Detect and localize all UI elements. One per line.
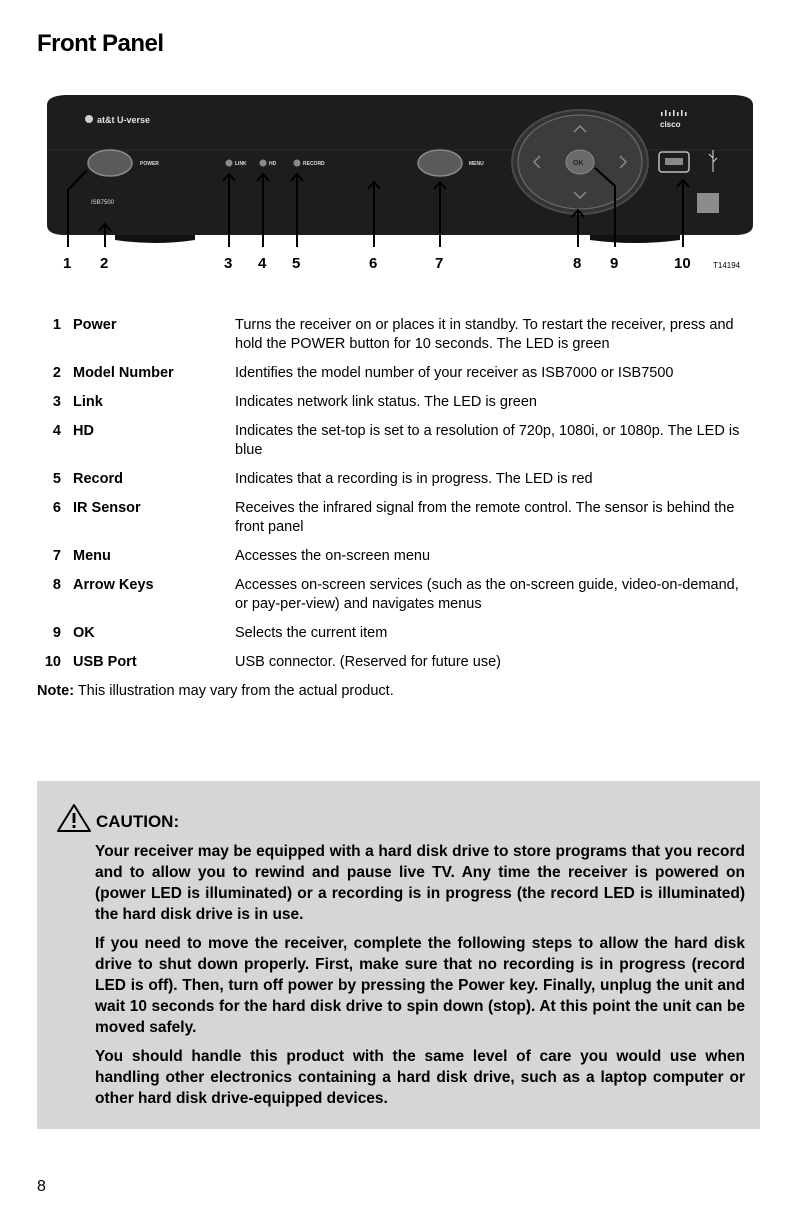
item-number: 1 — [52, 317, 61, 333]
item-description: Selects the current item — [235, 625, 388, 641]
caution-title: CAUTION: — [96, 812, 180, 831]
list-item — [37, 624, 757, 643]
cisco-brand-text: cisco — [660, 120, 681, 129]
item-name: Power — [73, 317, 117, 333]
link-led — [226, 160, 233, 167]
callout-number: 4 — [258, 255, 267, 272]
callout-number: 10 — [674, 255, 691, 272]
list-item — [37, 393, 757, 412]
callout-number: 6 — [369, 255, 378, 272]
item-number: 10 — [44, 654, 61, 670]
note — [37, 682, 394, 701]
model-number-label: ISB7500 — [91, 200, 115, 206]
list-item — [37, 364, 757, 383]
att-globe-icon — [85, 115, 93, 123]
item-name: IR Sensor — [73, 500, 141, 516]
caution-paragraph: Your receiver may be equipped with a hard disk drive to store programs that you record and to allow you to rewind and pause live TV. Any time the receiver is powered on (power LED is illuminated) or a recording is in progress (the record LED is illuminated) the hard disk drive is in use. — [95, 843, 745, 923]
callout-number: 2 — [100, 255, 109, 272]
menu-button[interactable] — [418, 150, 462, 176]
item-name: USB Port — [73, 654, 137, 670]
page-heading: Front Panel — [37, 30, 164, 57]
list-item — [37, 576, 757, 614]
front-panel-illustration — [35, 90, 760, 280]
figure-id: T14194 — [713, 261, 741, 270]
item-number: 6 — [52, 500, 61, 516]
callout-number: 5 — [292, 255, 301, 272]
record-label: RECORD — [303, 161, 325, 167]
note-text: This illustration may vary from the actual product. — [74, 683, 394, 699]
item-name: Arrow Keys — [73, 577, 154, 593]
warning-triangle-icon — [56, 803, 92, 833]
link-label: LINK — [235, 161, 247, 167]
page-number: 8 — [37, 1178, 46, 1195]
ok-label: OK — [573, 160, 584, 167]
ir-window — [697, 193, 719, 213]
item-description: Indicates that a recording is in progress. The LED is red — [235, 471, 593, 487]
item-name: HD — [73, 423, 94, 439]
item-number: 2 — [52, 365, 61, 381]
callout-number: 1 — [63, 255, 72, 272]
list-item — [37, 653, 757, 672]
caution-paragraph: If you need to move the receiver, complete the following steps to allow the hard disk drive to shut down properly. First, make sure that no recording is in progress (record LED is off). Then, turn off power by pressing the Power key. Finally, unplug the unit and wait 10 seconds for the hard disk drive to spin down (stop). At this point the unit can be moved safely. — [95, 935, 745, 1036]
caution-box — [37, 781, 760, 1129]
item-description: Turns the receiver on or places it in standby. To restart the receiver, press and hold the POWER button for 10 seconds. The LED is green — [235, 317, 734, 352]
caution-header — [56, 803, 179, 833]
power-label: POWER — [140, 161, 159, 167]
item-description: USB connector. (Reserved for future use) — [235, 654, 501, 670]
callout-number: 9 — [610, 255, 619, 272]
item-number: 5 — [52, 471, 61, 487]
list-item — [37, 547, 757, 566]
item-description: Receives the infrared signal from the remote control. The sensor is behind the front panel — [235, 500, 735, 535]
item-name: Menu — [73, 548, 111, 564]
list-item — [37, 316, 757, 354]
caution-text — [95, 841, 745, 1117]
item-number: 8 — [52, 577, 61, 593]
item-number: 9 — [52, 625, 61, 641]
hd-led — [260, 160, 267, 167]
caution-paragraph: You should handle this product with the same level of care you would use when handling other electronics containing a hard disk drive, such as a laptop computer or other hard disk drive-equipped devices. — [95, 1048, 745, 1107]
item-description: Indicates network link status. The LED is green — [235, 394, 537, 410]
callout-number: 8 — [573, 255, 582, 272]
power-button[interactable] — [88, 150, 132, 176]
item-description: Indicates the set-top is set to a resolution of 720p, 1080i, or 1080p. The LED is blue — [235, 423, 740, 458]
item-name: Record — [73, 471, 123, 487]
item-number: 3 — [52, 394, 61, 410]
record-led — [294, 160, 301, 167]
hd-label: HD — [269, 161, 277, 167]
item-name: Model Number — [73, 365, 174, 381]
item-description: Accesses on-screen services (such as the on-screen guide, video-on-demand, or pay-per-view) and navigates menus — [235, 577, 739, 612]
menu-label: MENU — [469, 161, 484, 167]
item-name: Link — [73, 394, 103, 410]
item-description: Identifies the model number of your receiver as ISB7000 or ISB7500 — [235, 365, 674, 381]
list-item — [37, 422, 757, 460]
feature-list — [37, 316, 757, 682]
list-item — [37, 470, 757, 489]
note-label: Note: — [37, 683, 75, 699]
callout-number: 7 — [435, 255, 444, 272]
list-item — [37, 499, 757, 537]
item-number: 4 — [52, 423, 61, 439]
callout-number: 3 — [224, 255, 233, 272]
item-description: Accesses the on-screen menu — [235, 548, 431, 564]
item-number: 7 — [52, 548, 61, 564]
item-name: OK — [73, 625, 95, 641]
att-brand-text: at&t U-verse — [97, 115, 151, 125]
